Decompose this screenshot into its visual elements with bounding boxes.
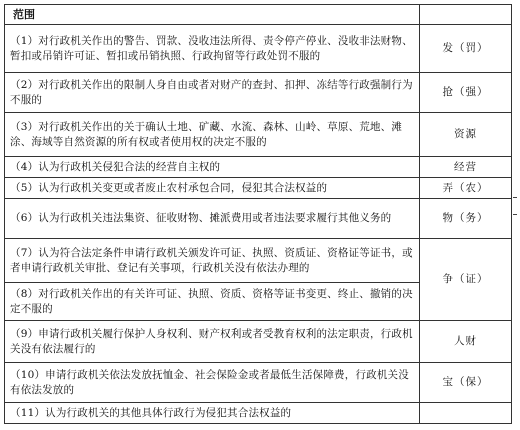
row-mnemonic: 宝（保） xyxy=(420,363,512,403)
table-row xyxy=(5,321,512,363)
row-mnemonic: 经营 xyxy=(420,157,512,178)
row-mnemonic: 物（务） xyxy=(420,199,512,239)
header-blank xyxy=(420,5,512,25)
table-row xyxy=(5,73,512,113)
table-row xyxy=(5,157,512,178)
row-mnemonic: 资源 xyxy=(420,113,512,157)
row-text: （10）申请行政机关依法发放抚恤金、社会保险金或者最低生活保障费，行政机关没有依法发放的 xyxy=(5,363,420,403)
row-mnemonic xyxy=(420,403,512,424)
table-row xyxy=(5,239,512,283)
row-mnemonic: 弄（农） xyxy=(420,178,512,199)
table-row xyxy=(5,113,512,157)
row-text: （3）对行政机关作出的关于确认土地、矿藏、水流、森林、山岭、草原、荒地、滩涂、海域等自然资源的所有权或者使用权的决定不服的 xyxy=(5,113,420,157)
row-text: （5）认为行政机关变更或者废止农村承包合同，侵犯其合法权益的 xyxy=(5,178,420,199)
row-text: （11）认为行政机关的其他具体行政行为侵犯其合法权益的 xyxy=(5,403,420,424)
table-row xyxy=(5,25,512,73)
row-mnemonic: 发（罚） xyxy=(420,25,512,73)
edge-mark xyxy=(513,197,517,198)
table-header-row xyxy=(5,5,512,25)
table-row xyxy=(5,403,512,424)
row-text: （1）对行政机关作出的警告、罚款、没收违法所得、责令停产停业、没收非法财物、暂扣或吊销许可证、暂扣或吊销执照、行政拘留等行政处罚不服的 xyxy=(5,25,420,73)
row-text: （9）申请行政机关履行保护人身权利、财产权利或者受教育权利的法定职责，行政机关没有依法履行的 xyxy=(5,321,420,363)
edge-mark xyxy=(513,214,517,215)
row-mnemonic: 人财 xyxy=(420,321,512,363)
table-row xyxy=(5,363,512,403)
row-mnemonic: 争（证） xyxy=(420,239,512,321)
row-text: （4）认为行政机关侵犯合法的经营自主权的 xyxy=(5,157,420,178)
scope-table xyxy=(4,4,512,424)
table-row xyxy=(5,199,512,239)
row-text: （6）认为行政机关违法集资、征收财物、摊派费用或者违法要求履行其他义务的 xyxy=(5,199,420,239)
row-mnemonic: 抢（强） xyxy=(420,73,512,113)
table-row xyxy=(5,178,512,199)
row-text: （8）对行政机关作出的有关许可证、执照、资质、资格等证书变更、终止、撤销的决定不服的 xyxy=(5,283,420,321)
row-text: （2）对行政机关作出的限制人身自由或者对财产的查封、扣押、冻结等行政强制行为不服的 xyxy=(5,73,420,113)
header-scope: 范围 xyxy=(5,5,420,25)
row-text: （7）认为符合法定条件申请行政机关颁发许可证、执照、资质证、资格证等证书，或者申请行政机关审批、登记有关事项，行政机关没有依法办理的 xyxy=(5,239,420,283)
